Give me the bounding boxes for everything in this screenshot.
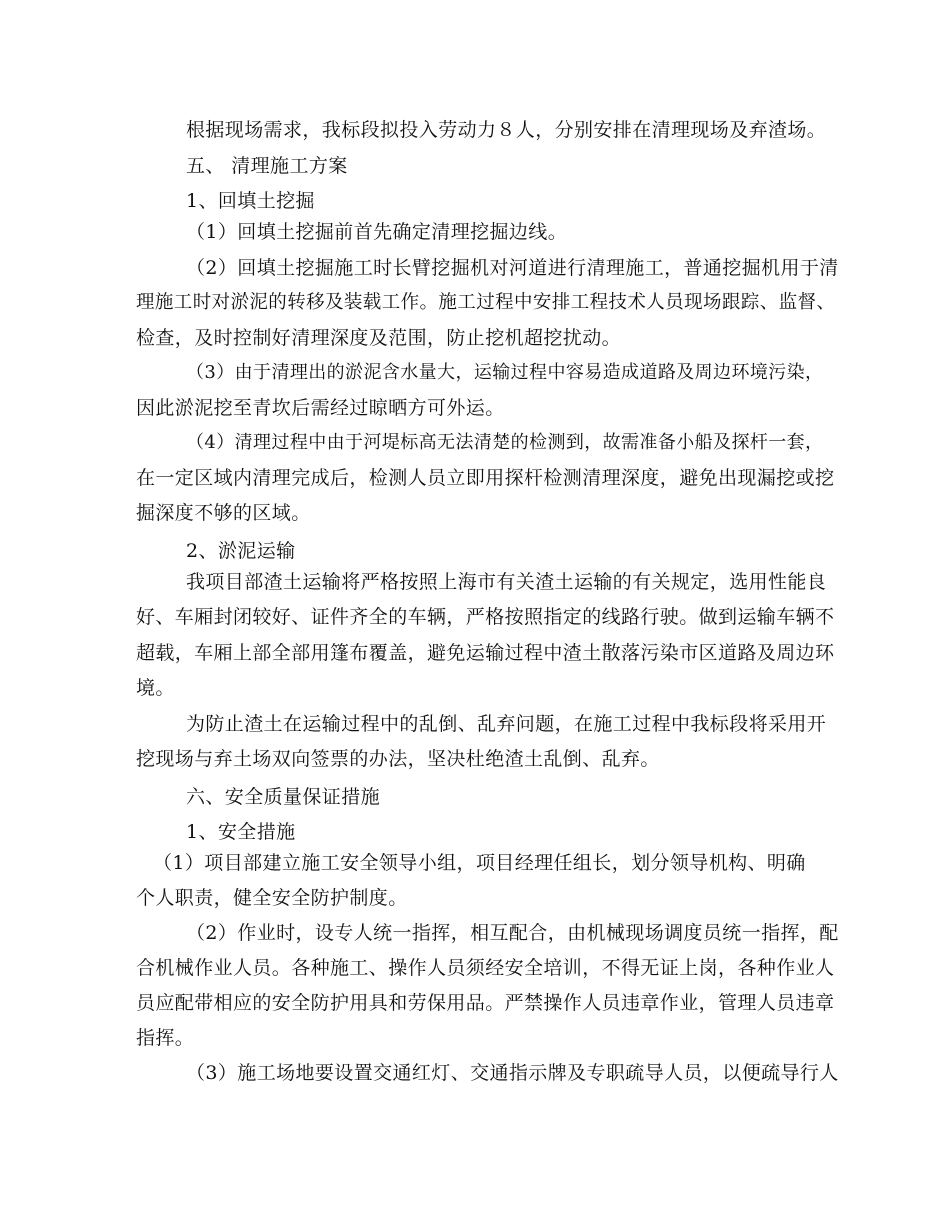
text-line: （3）由于清理出的淤泥含水量大，运输过程中容易造成道路及周边环境污染， <box>186 362 824 383</box>
text-line: 超载，车厢上部全部用篷布覆盖，避免运输过程中渣土散落污染市区道路及周边环 <box>136 642 835 664</box>
text-line: 好、车厢封闭较好、证件齐全的车辆，严格按照指定的线路行驶。做到运输车辆不 <box>136 606 835 628</box>
subsection-heading: 1、回填土挖掘 <box>186 190 315 212</box>
text-line: 为防止渣土在运输过程中的乱倒、乱弃问题，在施工过程中我标段将采用开 <box>186 713 827 735</box>
text-line: 境。 <box>136 677 175 699</box>
subsection-heading: 1、安全措施 <box>186 821 296 843</box>
text-line: 因此淤泥挖至青坎后需经过晾晒方可外运。 <box>136 397 505 419</box>
text-line: （2）作业时，设专人统一指挥，相互配合，由机械现场调度员统一指挥，配 <box>186 922 839 944</box>
text-line: （4）清理过程中由于河堤标高无法清楚的检测到，故需准备小船及探杆一套， <box>186 432 824 453</box>
text-line: 个人职责，健全安全防护制度。 <box>136 887 408 909</box>
text-line: 理施工时对淤泥的转移及装载工作。施工过程中安排工程技术人员现场跟踪、监督、 <box>136 292 836 313</box>
text-line: （3）施工场地要设置交通红灯、交通指示牌及专职疏导人员，以便疏导行人 <box>186 1062 839 1084</box>
text-line: 在一定区域内清理完成后，检测人员立即用探杆检测清理深度，避免出现漏挖或挖 <box>136 467 835 489</box>
text-line: 合机械作业人员。各种施工、操作人员须经安全培训，不得无证上岗，各种作业人 <box>136 957 835 979</box>
text-line: 检查，及时控制好清理深度及范围，防止挖机超挖扰动。 <box>136 327 622 349</box>
text-line: （2）回填土挖掘施工时长臂挖掘机对河道进行清理施工，普通挖掘机用于清 <box>186 257 839 279</box>
text-line: 根据现场需求，我标段拟投入劳动力８人，分别安排在清理现场及弃渣场。 <box>186 119 827 141</box>
text-line: 指挥。 <box>136 1027 195 1049</box>
text-line: 员应配带相应的安全防护用具和劳保用品。严禁操作人员违章作业，管理人员违章 <box>136 992 835 1014</box>
text-line: （1）回填土挖掘前首先确定清理挖掘边线。 <box>186 221 568 243</box>
section-heading: 六、安全质量保证措施 <box>186 786 381 808</box>
text-line: 掘深度不够的区域。 <box>136 502 311 524</box>
text-line: （1）项目部建立施工安全领导小组，项目经理任组长，划分领导机构、明确 <box>153 852 806 874</box>
text-line: 挖现场与弃土场双向签票的办法，坚决杜绝渣土乱倒、乱弃。 <box>136 748 660 770</box>
text-line: 我项目部渣土运输将严格按照上海市有关渣土运输的有关规定，选用性能良 <box>186 571 827 593</box>
section-heading: 五、 清理施工方案 <box>186 155 348 177</box>
subsection-heading: 2、淤泥运输 <box>186 540 296 562</box>
